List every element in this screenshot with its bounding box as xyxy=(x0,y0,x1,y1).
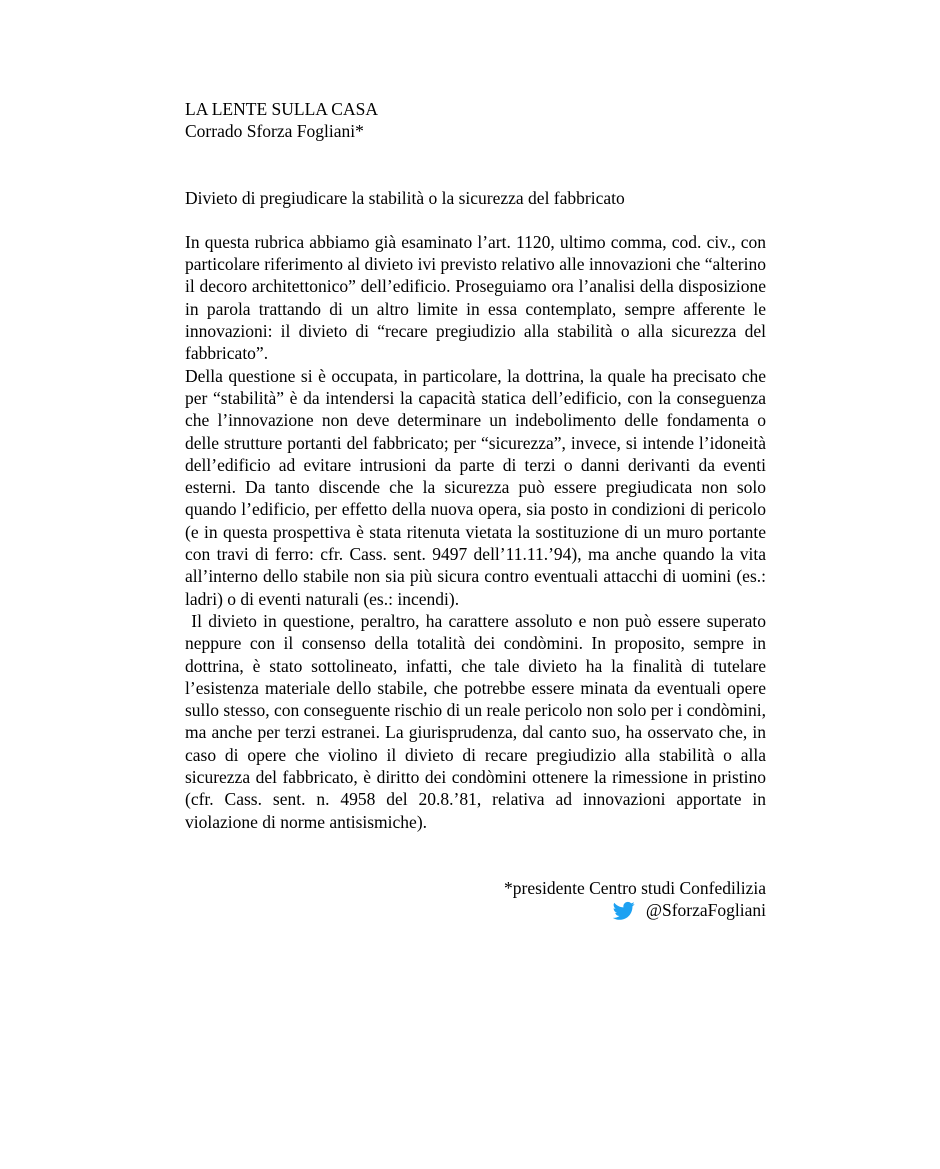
document-page xyxy=(185,98,771,922)
author-note: *presidente Centro studi Confedilizia xyxy=(504,877,766,898)
paragraph: Della questione si è occupata, in particolare, la dottrina, la quale ha precisato che per “stabilità” è da intendersi la capacità statica dell’edificio, con la conseguenza che l’innovazione non deve determinare un indebolimento delle fondamenta o delle strutture portanti del fabbricato; per “sicurezza”, invece, si intende l’idoneità dell’edificio ad evitare intrusioni da parte di terzi o danni derivanti da eventi esterni. Da tanto discende che la sicurezza può essere pregiudicata non solo quando l’edificio, per effetto della nuova opera, sia posto in condizioni di pericolo (e in questa prospettiva è stata ritenuta vietata la sostituzione di un muro portante con travi di ferro: cfr. Cass. sent. 9497 dell’11.11.’94), ma anche quando la vita all’interno dello stabile non sia più sicura contro eventuali attacchi di uomini (es.: ladri) o di eventi naturali (es.: incendi). xyxy=(185,365,766,609)
footer xyxy=(185,877,766,922)
twitter-handle[interactable]: @SforzaFogliani xyxy=(645,900,766,921)
twitter-bird-icon xyxy=(613,901,635,921)
paragraph: Il divieto in questione, peraltro, ha carattere assoluto e non può essere superato neppure con il consenso della totalità dei condòmini. In proposito, sempre in dottrina, è stato sottolineato, infatti, che tale divieto ha la finalità di tutelare l’esistenza materiale dello stabile, che potrebbe essere minata da eventuali opere sullo stesso, con conseguente rischio di un reale pericolo non solo per i condòmini, ma anche per terzi estranei. La giurisprudenza, dal canto suo, ha osservato che, in caso di opere che violino il divieto di recare pregiudizio alla stabilità o alla sicurezza del fabbricato, è diritto dei condòmini ottenere la rimessione in pristino (cfr. Cass. sent. n. 4958 del 20.8.’81, relativa ad innovazioni apportate in violazione di norme antisismiche). xyxy=(185,610,771,832)
column-title: LA LENTE SULLA CASA xyxy=(185,99,378,119)
author-name: Corrado Sforza Fogliani* xyxy=(185,121,364,142)
twitter-row xyxy=(185,899,766,921)
article-title: Divieto di pregiudicare la stabilità o la sicurezza del fabbricato xyxy=(185,187,625,208)
article-body xyxy=(185,231,771,833)
paragraph: In questa rubrica abbiamo già esaminato l’art. 1120, ultimo comma, cod. civ., con particolare riferimento al divieto ivi previsto relativo alle innovazioni che “alterino il decoro architettonico” dell’edificio. Proseguiamo ora l’analisi della disposizione in parola trattando di un altro limite in essa contemplato, sempre afferente le innovazioni: il divieto di “recare pregiudizio alla stabilità o alla sicurezza del fabbricato”. xyxy=(185,231,766,364)
